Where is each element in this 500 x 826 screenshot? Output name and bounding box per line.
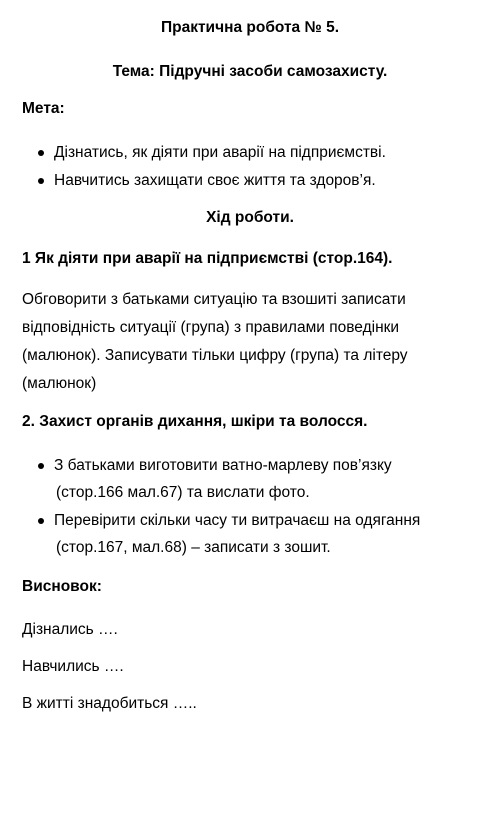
section1-heading: 1 Як діяти при аварії на підприємстві (стор.164). <box>22 250 393 267</box>
conclusion-line: Навчились …. <box>22 658 124 675</box>
topic-heading: Тема: Підручні засоби самозахисту. <box>112 63 388 80</box>
bullet-icon <box>38 518 44 524</box>
section2-item-line: З батьками виготовити ватно-марлеву пов’язку <box>54 457 392 474</box>
goal-label: Мета: <box>22 100 65 117</box>
section1-text-line: відповідність ситуації (група) з правилами поведінки <box>22 319 400 336</box>
bullet-icon <box>38 178 44 184</box>
section1-text-line: (малюнок) <box>22 375 97 392</box>
bullet-icon <box>38 463 44 469</box>
section2-item-line: (стор.167, мал.68) – записати з зошит. <box>56 539 331 556</box>
bullet-icon <box>38 150 44 156</box>
procedure-heading: Хід роботи. <box>206 209 294 226</box>
goal-item: Дізнатись, як діяти при аварії на підприємстві. <box>54 144 386 161</box>
section1-text-line: (малюнок). Записувати тільки цифру (група) та літеру <box>22 347 408 364</box>
section2-heading: 2. Захист органів дихання, шкіри та волосся. <box>22 413 368 430</box>
section1-text-line: Обговорити з батьками ситуацію та взошиті записати <box>22 291 406 308</box>
section2-item-line: Перевірити скільки часу ти витрачаєш на одягання <box>54 512 421 529</box>
conclusion-line: Дізнались …. <box>22 621 118 638</box>
conclusion-line: В житті знадобиться ….. <box>22 695 197 712</box>
conclusion-label: Висновок: <box>22 578 102 595</box>
section2-item-line: (стор.166 мал.67) та вислати фото. <box>56 484 310 501</box>
goal-item: Навчитись захищати своє життя та здоров’я. <box>54 172 376 189</box>
page-title: Практична робота № 5. <box>160 19 339 36</box>
